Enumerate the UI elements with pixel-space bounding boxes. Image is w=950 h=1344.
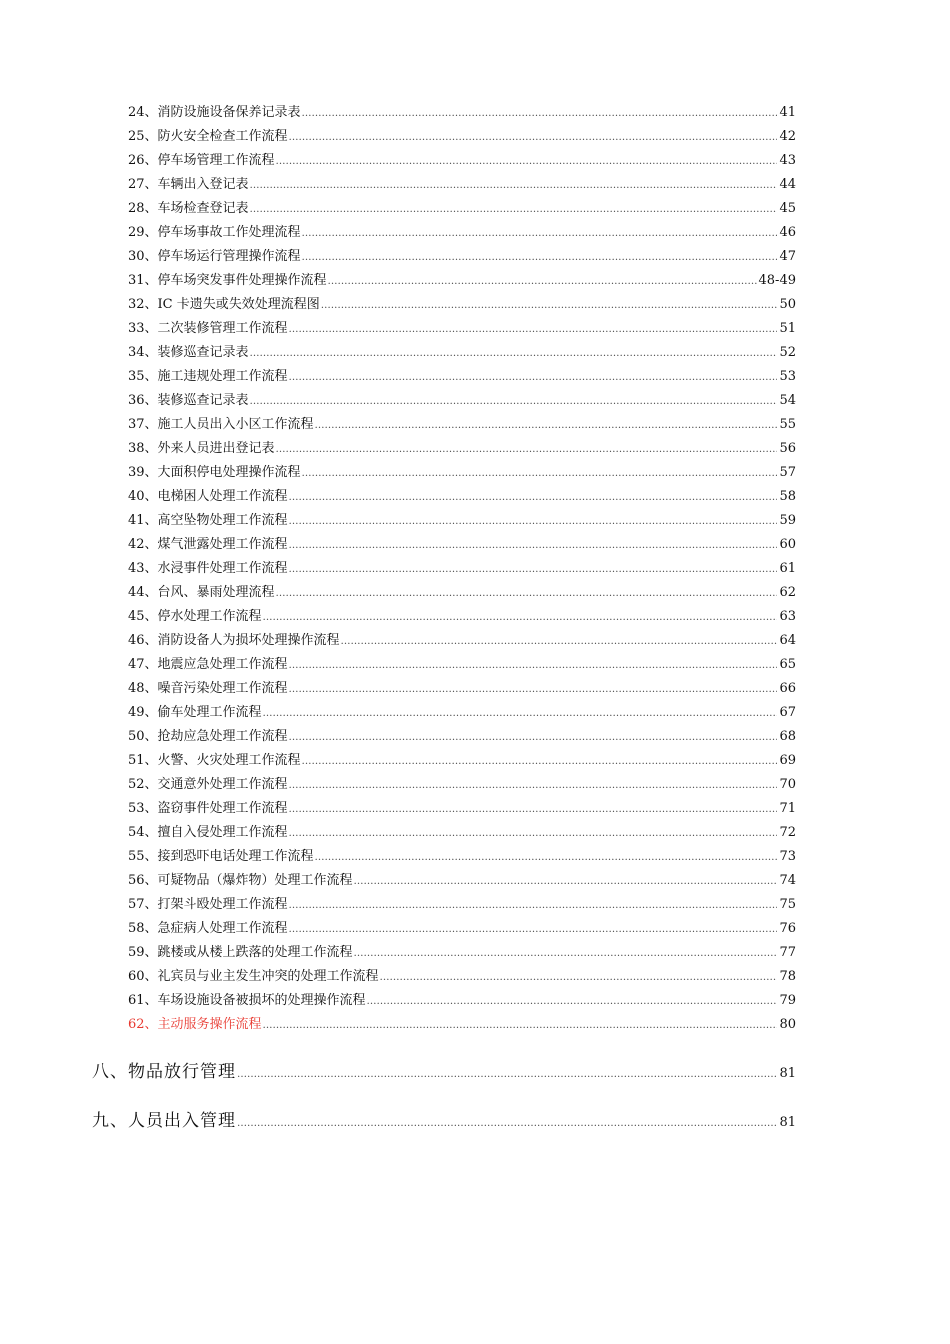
toc-entry-page: 60	[779, 537, 796, 552]
toc-section[interactable]	[92, 1106, 796, 1136]
toc-entry-label: 34、装修巡查记录表	[128, 345, 249, 360]
dot-leader	[289, 125, 778, 150]
dot-leader	[289, 725, 778, 750]
dot-leader	[289, 509, 778, 534]
toc-entry[interactable]	[128, 677, 796, 701]
toc-entry[interactable]	[128, 413, 796, 437]
toc-entry-label: 33、二次装修管理工作流程	[128, 321, 288, 336]
toc-entry-label: 49、偷车处理工作流程	[128, 705, 262, 720]
dot-leader	[289, 317, 778, 342]
toc-entry-page: 69	[779, 753, 796, 768]
dot-leader	[354, 941, 778, 966]
toc-entry-label: 38、外来人员进出登记表	[128, 441, 275, 456]
toc-entry-page: 79	[779, 993, 796, 1008]
dot-leader	[289, 533, 778, 558]
toc-entry[interactable]	[128, 173, 796, 197]
toc-entry[interactable]	[128, 437, 796, 461]
toc-entry[interactable]	[128, 533, 796, 557]
toc-section[interactable]	[92, 1057, 796, 1087]
toc-entry-label: 39、大面积停电处理操作流程	[128, 465, 301, 480]
dot-leader	[263, 605, 778, 630]
toc-entry-page: 54	[779, 393, 796, 408]
toc-entry-page: 58	[779, 489, 796, 504]
dot-leader	[237, 1057, 777, 1090]
toc-entry-label: 43、水浸事件处理工作流程	[128, 561, 288, 576]
dot-leader	[354, 869, 778, 894]
dot-leader	[315, 413, 778, 438]
toc-entry-page: 71	[779, 801, 796, 816]
toc-entry-label: 55、接到恐吓电话处理工作流程	[128, 849, 314, 864]
dot-leader	[250, 389, 778, 414]
toc-entry-label: 44、台风、暴雨处理流程	[128, 585, 275, 600]
toc-entry-page: 72	[779, 825, 796, 840]
toc-entry-page: 51	[779, 321, 796, 336]
toc-entry[interactable]	[128, 557, 796, 581]
toc-entry-label: 56、可疑物品（爆炸物）处理工作流程	[128, 873, 353, 888]
toc-section-label: 八、物品放行管理	[92, 1062, 236, 1082]
toc-entry-page: 47	[779, 249, 796, 264]
toc-entry[interactable]	[128, 245, 796, 269]
toc-entry[interactable]	[128, 197, 796, 221]
toc-entry[interactable]	[128, 221, 796, 245]
dot-leader	[289, 797, 778, 822]
toc-entry-highlighted[interactable]	[128, 1013, 796, 1037]
toc-entry-label: 26、停车场管理工作流程	[128, 153, 275, 168]
toc-entry-page: 52	[779, 345, 796, 360]
toc-entry[interactable]	[128, 893, 796, 917]
dot-leader	[276, 149, 778, 174]
toc-entry-label: 48、噪音污染处理工作流程	[128, 681, 288, 696]
toc-entry-label: 35、施工违规处理工作流程	[128, 369, 288, 384]
toc-entry[interactable]	[128, 773, 796, 797]
toc-entry-label: 57、打架斗殴处理工作流程	[128, 897, 288, 912]
dot-leader	[263, 1013, 778, 1038]
dot-leader	[237, 1106, 777, 1139]
toc-entry-page: 77	[779, 945, 796, 960]
dot-leader	[302, 749, 778, 774]
toc-entry[interactable]	[128, 365, 796, 389]
toc-entry-label: 61、车场设施设备被损坏的处理操作流程	[128, 993, 366, 1008]
toc-entry[interactable]	[128, 701, 796, 725]
toc-section-page: 81	[779, 1115, 796, 1130]
toc-section-label: 九、人员出入管理	[92, 1111, 236, 1131]
toc-entry-page: 62	[779, 585, 796, 600]
toc-entry-page: 61	[779, 561, 796, 576]
toc-entry-label: 40、电梯困人处理工作流程	[128, 489, 288, 504]
dot-leader	[367, 989, 778, 1014]
dot-leader	[289, 677, 778, 702]
toc-entry-page: 53	[779, 369, 796, 384]
toc-entry-page: 65	[779, 657, 796, 672]
dot-leader	[321, 293, 778, 318]
dot-leader	[302, 221, 778, 246]
toc-entry[interactable]	[128, 389, 796, 413]
dot-leader	[289, 917, 778, 942]
dot-leader	[341, 629, 778, 654]
dot-leader	[380, 965, 778, 990]
dot-leader	[302, 101, 778, 126]
toc-entry-label: 47、地震应急处理工作流程	[128, 657, 288, 672]
toc-entry[interactable]	[128, 965, 796, 989]
toc-entry-label: 42、煤气泄露处理工作流程	[128, 537, 288, 552]
toc-entry-label: 29、停车场事故工作处理流程	[128, 225, 301, 240]
toc-entry-page: 44	[779, 177, 796, 192]
toc-entry-label: 25、防火安全检查工作流程	[128, 129, 288, 144]
dot-leader	[250, 341, 778, 366]
toc-entry-page: 74	[779, 873, 796, 888]
toc-entry-page: 63	[779, 609, 796, 624]
toc-entry[interactable]	[128, 605, 796, 629]
dot-leader	[328, 269, 757, 294]
toc-entry-label: 53、盗窃事件处理工作流程	[128, 801, 288, 816]
toc-entry-label: 36、装修巡查记录表	[128, 393, 249, 408]
toc-entry-label: 30、停车场运行管理操作流程	[128, 249, 301, 264]
toc-entry-page: 56	[779, 441, 796, 456]
toc-entry-label: 51、火警、火灾处理工作流程	[128, 753, 301, 768]
toc-entry-page: 57	[779, 465, 796, 480]
toc-entry-label: 28、车场检查登记表	[128, 201, 249, 216]
dot-leader	[276, 581, 778, 606]
dot-leader	[302, 461, 778, 486]
toc-entry-page: 45	[779, 201, 796, 216]
toc-entry[interactable]	[128, 341, 796, 365]
toc-entry-label: 24、消防设施设备保养记录表	[128, 105, 301, 120]
toc-entry-label: 27、车辆出入登记表	[128, 177, 249, 192]
toc-entry[interactable]	[128, 989, 796, 1013]
toc-entry-page: 70	[779, 777, 796, 792]
toc-entry[interactable]	[128, 917, 796, 941]
toc-entry-label: 45、停水处理工作流程	[128, 609, 262, 624]
dot-leader	[289, 821, 778, 846]
toc-entry-page: 59	[779, 513, 796, 528]
toc-entry-page: 41	[779, 105, 796, 120]
toc-entry-label: 58、急症病人处理工作流程	[128, 921, 288, 936]
table-of-contents	[0, 101, 950, 1136]
toc-entry[interactable]	[128, 749, 796, 773]
toc-entry[interactable]	[128, 101, 796, 125]
toc-entry-page: 48-49	[758, 273, 796, 288]
toc-entry-label: 54、擅自入侵处理工作流程	[128, 825, 288, 840]
dot-leader	[263, 701, 778, 726]
toc-entry[interactable]	[128, 797, 796, 821]
toc-entry-label: 41、高空坠物处理工作流程	[128, 513, 288, 528]
toc-entry-page: 75	[779, 897, 796, 912]
dot-leader	[289, 557, 778, 582]
toc-entry-page: 42	[779, 129, 796, 144]
toc-entry-page: 68	[779, 729, 796, 744]
dot-leader	[289, 365, 778, 390]
toc-entry-page: 46	[779, 225, 796, 240]
dot-leader	[250, 173, 778, 198]
toc-entry-label: 31、停车场突发事件处理操作流程	[128, 273, 327, 288]
toc-entry-page: 76	[779, 921, 796, 936]
toc-entry-page: 66	[779, 681, 796, 696]
toc-entry[interactable]	[128, 581, 796, 605]
toc-entry-label: 37、施工人员出入小区工作流程	[128, 417, 314, 432]
toc-entry[interactable]	[128, 461, 796, 485]
dot-leader	[315, 845, 778, 870]
toc-section-page: 81	[779, 1066, 796, 1081]
toc-entry[interactable]	[128, 125, 796, 149]
toc-entry[interactable]	[128, 653, 796, 677]
toc-entry[interactable]	[128, 869, 796, 893]
toc-entry-page: 80	[779, 1017, 796, 1032]
toc-entry-label: 60、礼宾员与业主发生冲突的处理工作流程	[128, 969, 379, 984]
toc-entry[interactable]	[128, 725, 796, 749]
toc-entry-page: 64	[779, 633, 796, 648]
toc-entry[interactable]	[128, 845, 796, 869]
toc-entry-page: 67	[779, 705, 796, 720]
toc-entry[interactable]	[128, 509, 796, 533]
toc-entry-page: 43	[779, 153, 796, 168]
toc-entry-label: 59、跳楼或从楼上跌落的处理工作流程	[128, 945, 353, 960]
toc-entry[interactable]	[128, 485, 796, 509]
toc-entry[interactable]	[128, 293, 796, 317]
toc-entry-label: 52、交通意外处理工作流程	[128, 777, 288, 792]
toc-entry[interactable]	[128, 821, 796, 845]
toc-entry[interactable]	[128, 317, 796, 341]
toc-entry-page: 73	[779, 849, 796, 864]
toc-entry[interactable]	[128, 149, 796, 173]
dot-leader	[289, 773, 778, 798]
toc-entry-label: 46、消防设备人为损坏处理操作流程	[128, 633, 340, 648]
toc-entry-page: 50	[779, 297, 796, 312]
toc-entry[interactable]	[128, 941, 796, 965]
toc-entry-label: 62、主动服务操作流程	[128, 1017, 262, 1032]
dot-leader	[276, 437, 778, 462]
dot-leader	[302, 245, 778, 270]
dot-leader	[250, 197, 778, 222]
toc-entry-page: 78	[779, 969, 796, 984]
toc-entry-label: 50、抢劫应急处理工作流程	[128, 729, 288, 744]
dot-leader	[289, 653, 778, 678]
dot-leader	[289, 485, 778, 510]
toc-entry-page: 55	[779, 417, 796, 432]
dot-leader	[289, 893, 778, 918]
toc-entry[interactable]	[128, 629, 796, 653]
toc-entry[interactable]	[128, 269, 796, 293]
toc-entry-label: 32、IC 卡遗失或失效处理流程图	[128, 297, 320, 312]
